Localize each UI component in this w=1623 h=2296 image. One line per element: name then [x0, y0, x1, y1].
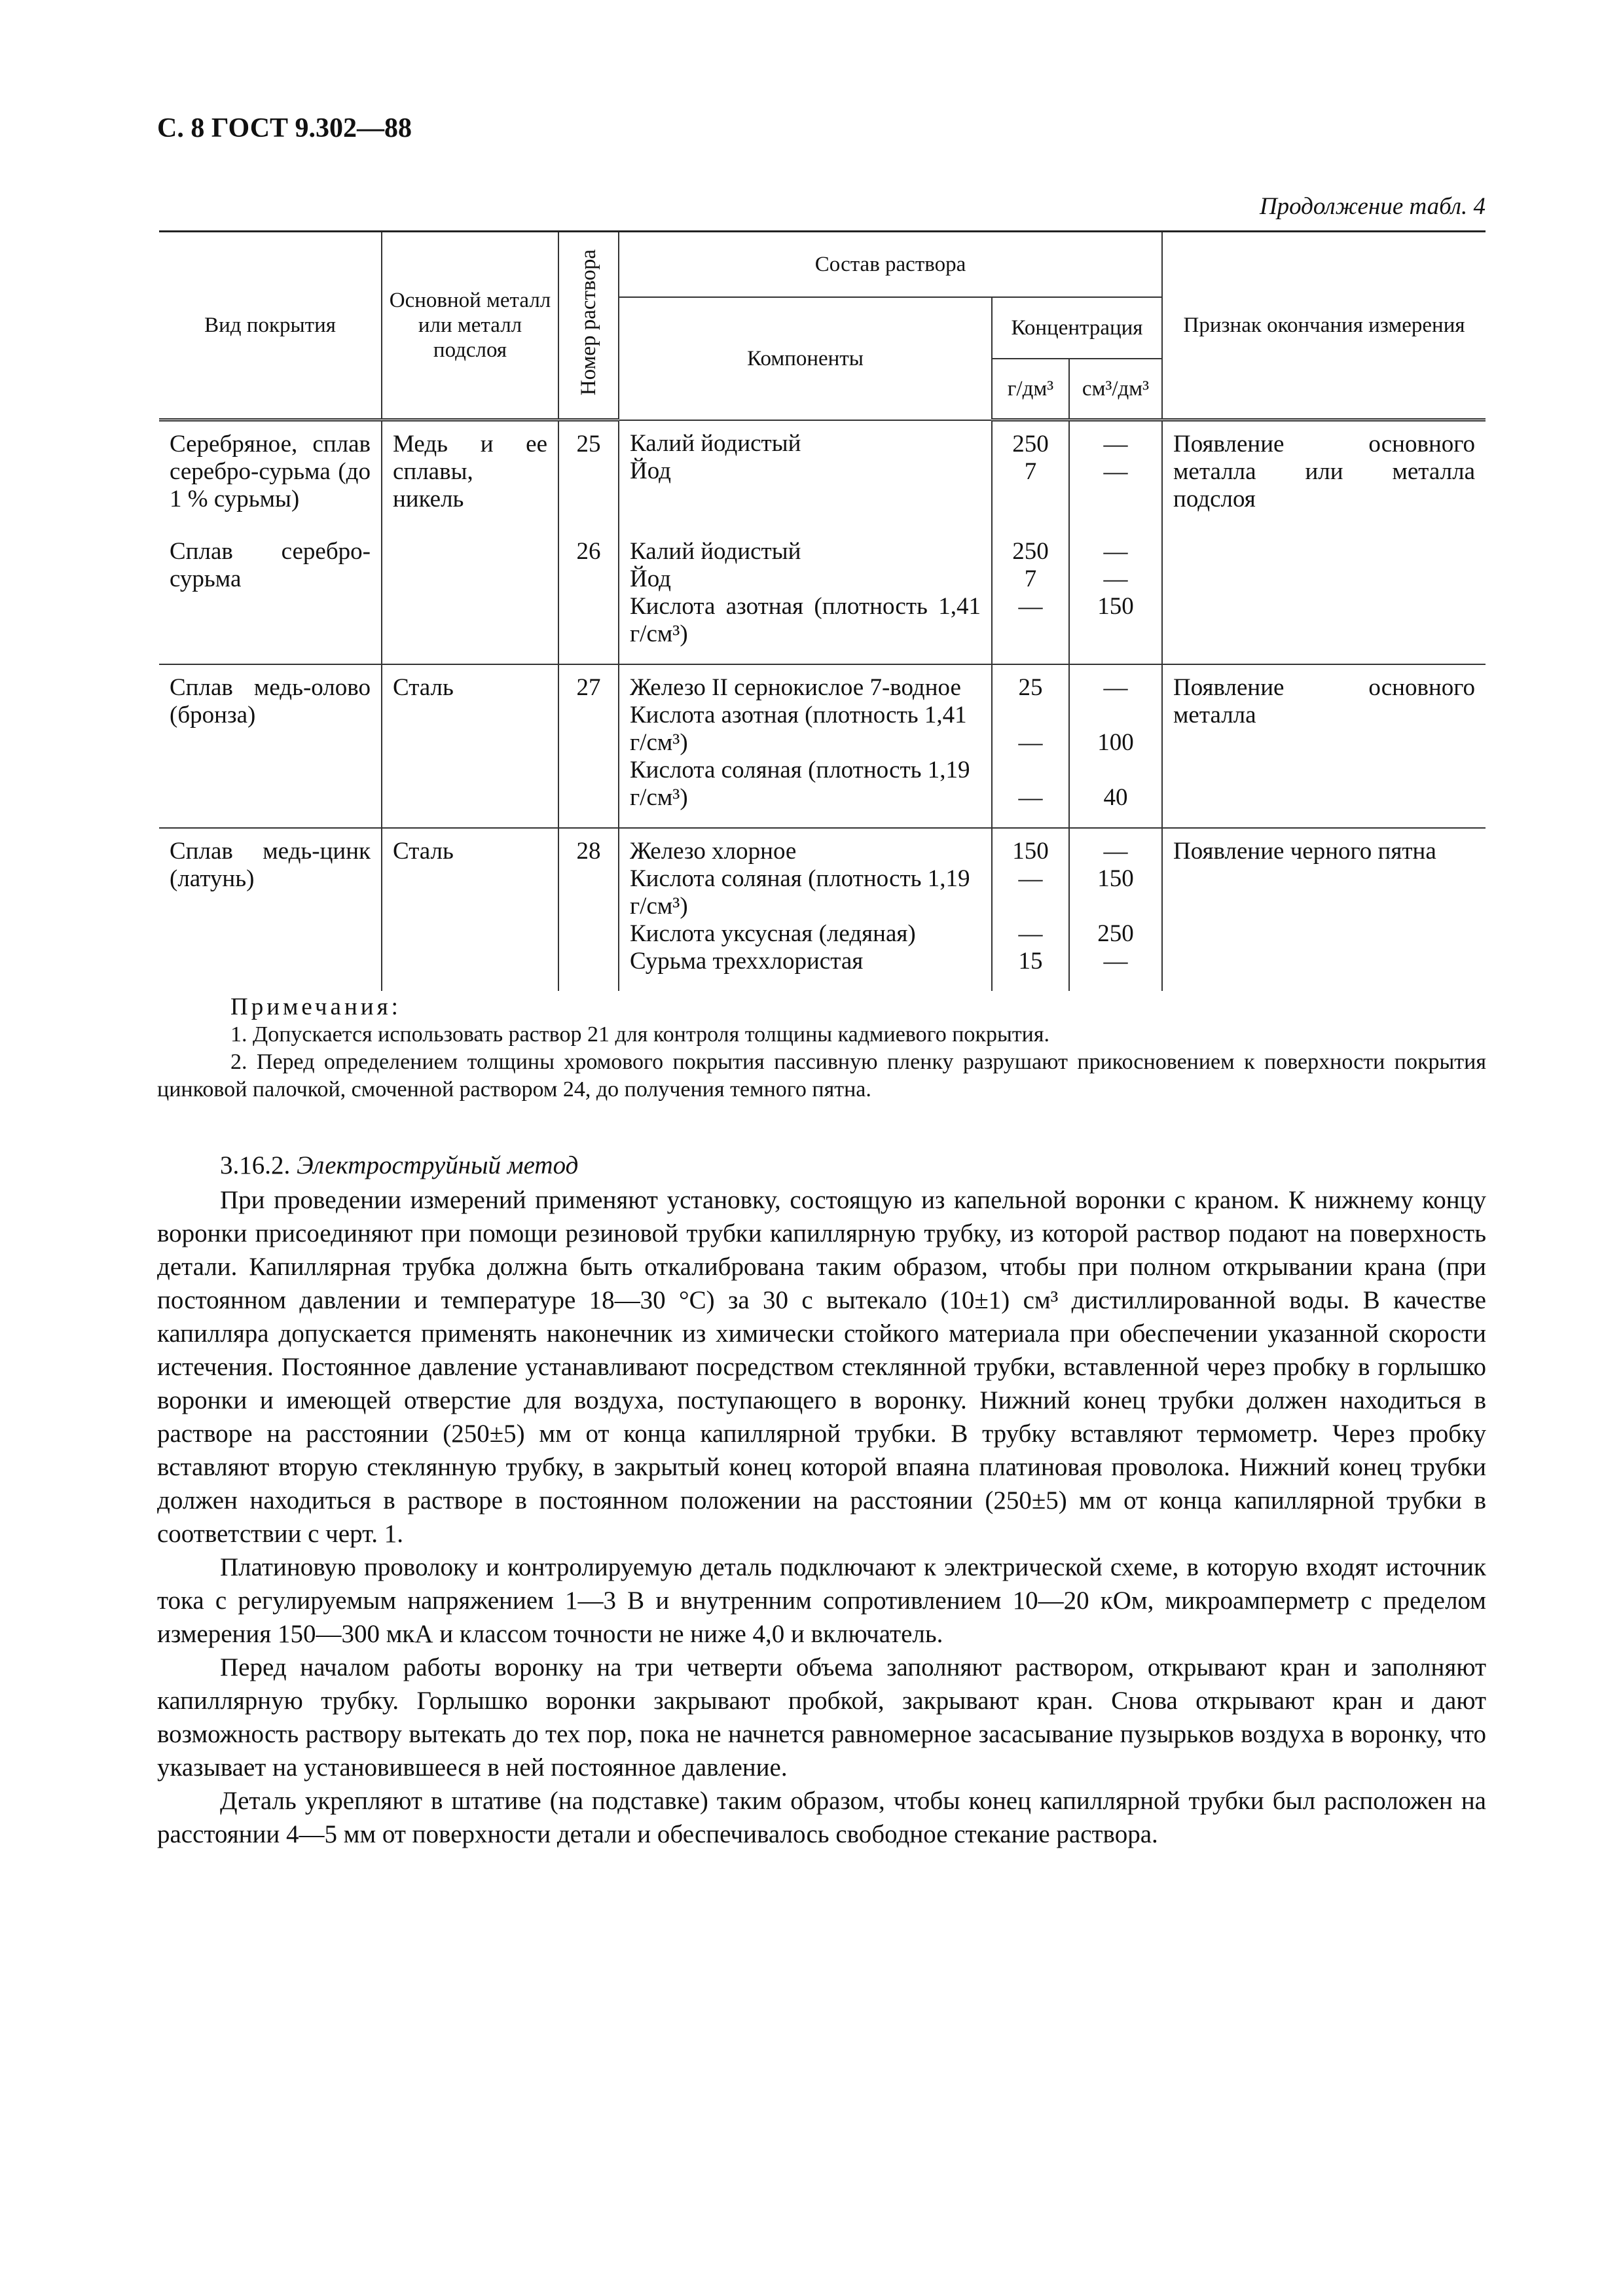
header-base-metal: Основной металл или металл подслоя	[382, 232, 558, 420]
note-item: 1. Допускается использовать раствор 21 для контроля толщины кадмиевого покрытия.	[230, 1022, 1049, 1047]
table-row	[159, 828, 1486, 991]
solution-number-cell: 26	[558, 529, 619, 664]
components-cell: Калий йодистый Йод Кислота азотная (плотность 1,41 г/см³)	[619, 529, 992, 664]
concentration-g-cell: 150 — — 15	[992, 828, 1069, 991]
components-cell: Железо II сернокислое 7-водное Кислота азотная (плотность 1,41 г/см³) Кислота соляная (плотность 1,19 г/см³)	[619, 664, 992, 828]
components-cell: Калий йодистый Йод	[619, 420, 992, 529]
end-sign-cell: Появление основного металла или металла подслоя	[1162, 420, 1486, 665]
concentration-cm-cell: — 100 40	[1069, 664, 1162, 828]
concentration-cm-cell: — 150 250 —	[1069, 828, 1162, 991]
table-row	[159, 664, 1486, 828]
header-components: Компоненты	[619, 297, 992, 420]
solution-number-cell: 25	[558, 420, 619, 529]
components-cell: Железо хлорное Кислота соляная (плотность 1,19 г/см³) Кислота уксусная (ледяная) Сурьма треххлористая	[619, 828, 992, 991]
coating-cell: Сплав медь-олово (бронза)	[159, 664, 382, 828]
paragraph: Платиновую проволоку и контролируемую деталь подключают к электрической схеме, в которую входят источник тока с регулируемым напряжением 1—3 В и внутренним сопротивлением 10—20 кОм, микроамперметр с пределом измерения 150—300 мкА и классом точности не ниже 4,0 и включатель.	[157, 1553, 1486, 1648]
section-body	[157, 1149, 1486, 1851]
coating-cell: Сплав медь-цинк (латунь)	[159, 828, 382, 991]
solution-number-cell: 27	[558, 664, 619, 828]
concentration-cm-cell: — —	[1069, 420, 1162, 529]
section-number: 3.16.2.	[220, 1151, 291, 1179]
table-row	[159, 420, 1486, 529]
base-metal-cell: Сталь	[382, 828, 558, 991]
notes-title: Примечания:	[230, 994, 401, 1020]
header-concentration: Концентрация	[992, 297, 1162, 359]
base-metal-cell: Медь и ее сплавы, никель	[382, 420, 558, 665]
base-metal-cell: Сталь	[382, 664, 558, 828]
paragraph: Перед началом работы воронку на три четверти объема заполняют раствором, открывают кран и заполняют капиллярную трубку. Горлышко воронки закрывают пробкой, закрывают кран. Снова открывают кран и дают возможность раствору вытекать до тех пор, пока не начнется равномерное засасывание пузырьков воздуха в воронку, что указывает на установившееся в ней постоянное давление.	[157, 1653, 1486, 1782]
header-coating-type: Вид покрытия	[159, 232, 382, 420]
concentration-g-cell: 250 7 —	[992, 529, 1069, 664]
header-unit-cm3-dm3: см³/дм³	[1069, 359, 1162, 420]
page-header: С. 8 ГОСТ 9.302—88	[157, 113, 412, 143]
paragraph: При проведении измерений применяют установку, состоящую из капельной воронки с краном. К нижнему концу воронки присоединяют при помощи резиновой трубки капиллярную трубку, из которой раствор подают на поверхность детали. Капиллярная трубка должна быть откалибрована таким образом, чтобы при полном открывании крана (при постоянном давлении и температуре 18—30 °С) за 30 с вытекало (10±1) см³ дистиллированной воды. В качестве капилляра допускается применять наконечник из химически стойкого материала при обеспечении указанной скорости истечения. Постоянное давление устанавливают посредством стеклянной трубки, вставленной через пробку в горлышко воронки и имеющей отверстие для воздуха, поступающего в воронку. Нижний конец трубки должен находиться в растворе на расстоянии (250±5) мм от конца капиллярной трубки. В трубку вставляют термометр. Через пробку вставляют вторую стеклянную трубку, в закрытый конец которой впаяна платиновая проволока. Нижний конец трубки должен находиться в растворе в постоянном положении на расстоянии (250±5) мм от конца капиллярной трубки в соответствии с черт. 1.	[157, 1186, 1486, 1548]
coating-cell: Сплав серебро-сурьма	[159, 529, 382, 664]
paragraph: Деталь укрепляют в штативе (на подставке) таким образом, чтобы конец капиллярной трубки был расположен на расстоянии 4—5 мм от поверхности детали и обеспечивалось свободное стекание раствора.	[157, 1787, 1486, 1848]
table-continuation-label: Продолжение табл. 4	[1259, 193, 1486, 220]
solution-number-cell: 28	[558, 828, 619, 991]
concentration-cm-cell: — — 150	[1069, 529, 1162, 664]
header-composition: Состав раствора	[619, 232, 1162, 297]
table-notes	[157, 994, 1486, 1103]
header-end-sign: Признак окончания измерения	[1162, 232, 1486, 420]
note-item: 2. Перед определением толщины хромового покрытия пассивную пленку разрушают прикосновением к поверхности покрытия цинковой палочкой, смоченной раствором 24, до получения темного пятна.	[157, 1050, 1486, 1102]
end-sign-cell: Появление основного металла	[1162, 664, 1486, 828]
concentration-g-cell: 250 7	[992, 420, 1069, 529]
concentration-g-cell: 25 — —	[992, 664, 1069, 828]
section-title: Электроструйный метод	[297, 1151, 579, 1179]
end-sign-cell: Появление черного пятна	[1162, 828, 1486, 991]
section-heading	[157, 1149, 1486, 1182]
coating-cell: Серебряное, сплав серебро-сурьма (до 1 % сурьмы)	[159, 420, 382, 529]
header-unit-g-dm3: г/дм³	[992, 359, 1069, 420]
solution-table	[159, 230, 1486, 991]
header-solution-number: Номер раствора	[558, 232, 619, 420]
